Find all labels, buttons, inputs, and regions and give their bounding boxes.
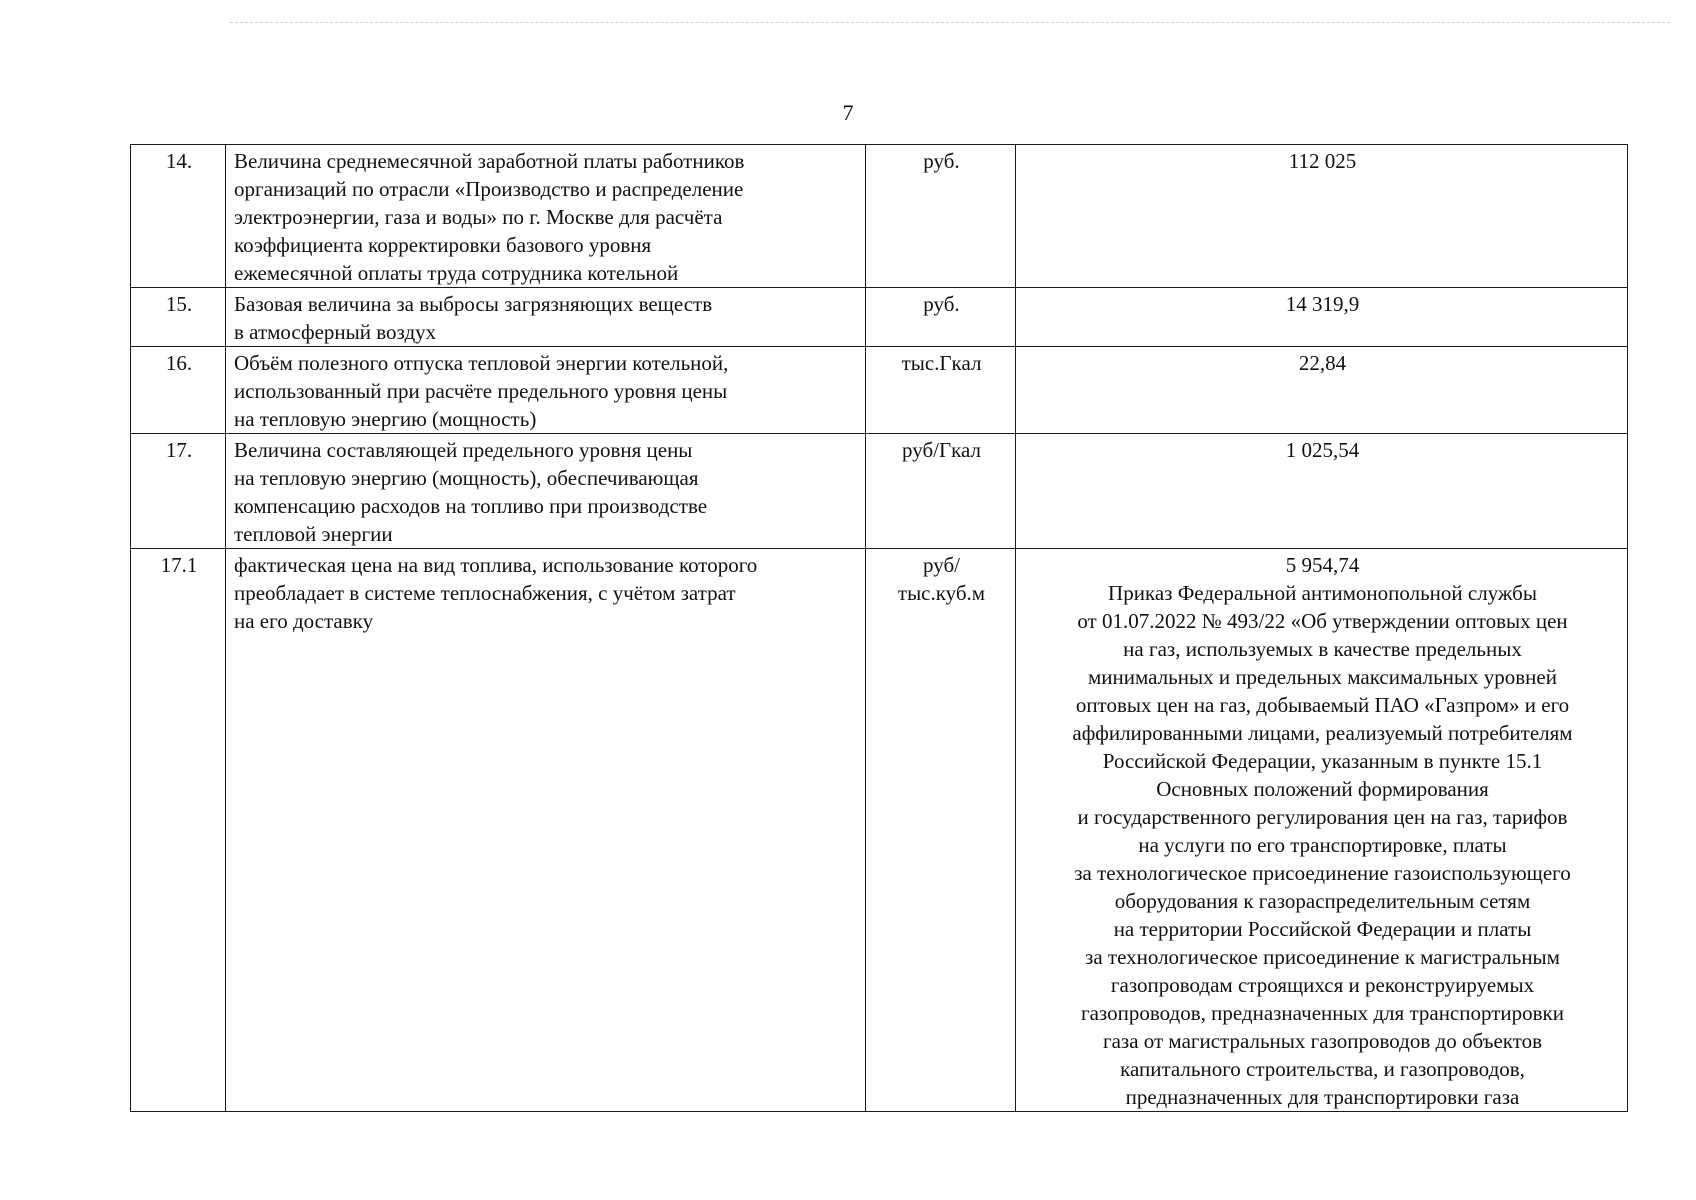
value-line: 5 954,74 [1285,553,1360,577]
row-unit [866,434,1016,549]
value-line: минимальных и предельных максимальных уровней [1088,665,1557,689]
value-line: на услуги по его транспортировке, платы [1138,833,1507,857]
description-line: организаций по отрасли «Производство и распределение [234,177,744,201]
description-line: использованный при расчёте предельного уровня цены [234,379,728,403]
unit-line: тыс.Гкал [901,351,982,375]
table-row [131,434,1628,549]
value-line: газа от магистральных газопроводов до объектов [1102,1029,1543,1053]
data-table [130,144,1628,1112]
table-row [131,288,1628,347]
page-number: 7 [842,100,854,125]
description-line: тепловой энергии [234,522,393,546]
row-value [1016,434,1628,549]
row-value [1016,347,1628,434]
value-line: и государственного регулирования цен на газ, тарифов [1077,805,1568,829]
value-line: Приказ Федеральной антимонопольной службы [1108,581,1537,605]
value-line: аффилированными лицами, реализуемый потребителям [1072,721,1573,745]
description-line: Базовая величина за выбросы загрязняющих веществ [234,292,713,316]
description-line: на тепловую энергию (мощность) [234,407,537,431]
row-description [226,288,866,347]
value-line: предназначенных для транспортировки газа [1125,1085,1520,1109]
row-value [1016,288,1628,347]
row-number: 16. [131,347,226,434]
value-line: 22,84 [1298,351,1347,375]
row-unit [866,347,1016,434]
row-unit [866,145,1016,288]
value-line: Российской Федерации, указанным в пункте 15.1 [1102,749,1543,773]
description-line: Величина составляющей предельного уровня цены [234,438,693,462]
row-value [1016,549,1628,1112]
unit-line: тыс.куб.м [897,581,986,605]
row-unit [866,288,1016,347]
description-line: фактическая цена на вид топлива, использование которого [234,553,758,577]
value-line: газопроводам строящихся и реконструируемых [1110,973,1535,997]
row-description [226,549,866,1112]
value-line: от 01.07.2022 № 493/22 «Об утверждении оптовых цен [1077,609,1568,633]
row-number: 15. [131,288,226,347]
value-line: за технологическое присоединение к магистральным [1085,945,1560,969]
value-line: оборудования к газораспределительным сетям [1114,889,1531,913]
value-line: 1 025,54 [1285,438,1360,462]
description-line: Величина среднемесячной заработной платы работников [234,149,745,173]
row-description [226,434,866,549]
value-line: 14 319,9 [1285,292,1360,316]
value-line: 112 025 [1288,149,1357,173]
value-line: Основных положений формирования [1156,777,1489,801]
value-line: газопроводов, предназначенных для транспортировки [1081,1001,1564,1025]
description-line: на его доставку [234,609,374,633]
description-line: ежемесячной оплаты труда сотрудника котельной [234,261,679,285]
unit-line: руб/ [923,553,960,577]
row-description [226,145,866,288]
table-row [131,145,1628,288]
description-line: Объём полезного отпуска тепловой энергии котельной, [234,351,729,375]
table-row [131,549,1628,1112]
row-value [1016,145,1628,288]
value-line: на территории Российской Федерации и платы [1113,917,1532,941]
description-line: компенсацию расходов на топливо при производстве [234,494,708,518]
description-line: на тепловую энергию (мощность), обеспечивающая [234,466,699,490]
row-number: 17.1 [131,549,226,1112]
row-unit [866,549,1016,1112]
row-description [226,347,866,434]
unit-line: руб/Гкал [902,438,981,462]
description-line: в атмосферный воздух [234,320,437,344]
unit-line: руб. [923,292,960,316]
value-line: капитального строительства, и газопроводов, [1120,1057,1525,1081]
value-line: на газ, используемых в качестве предельных [1123,637,1522,661]
value-line: оптовых цен на газ, добываемый ПАО «Газпром» и его [1075,693,1570,717]
description-line: коэффициента корректировки базового уровня [234,233,652,257]
description-line: преобладает в системе теплоснабжения, с учётом затрат [234,581,736,605]
table-row [131,347,1628,434]
description-line: электроэнергии, газа и воды» по г. Москве для расчёта [234,205,723,229]
value-line: за технологическое присоединение газоиспользующего [1074,861,1571,885]
row-number: 17. [131,434,226,549]
scan-edge-line [230,22,1670,23]
unit-line: руб. [923,149,960,173]
row-number: 14. [131,145,226,288]
